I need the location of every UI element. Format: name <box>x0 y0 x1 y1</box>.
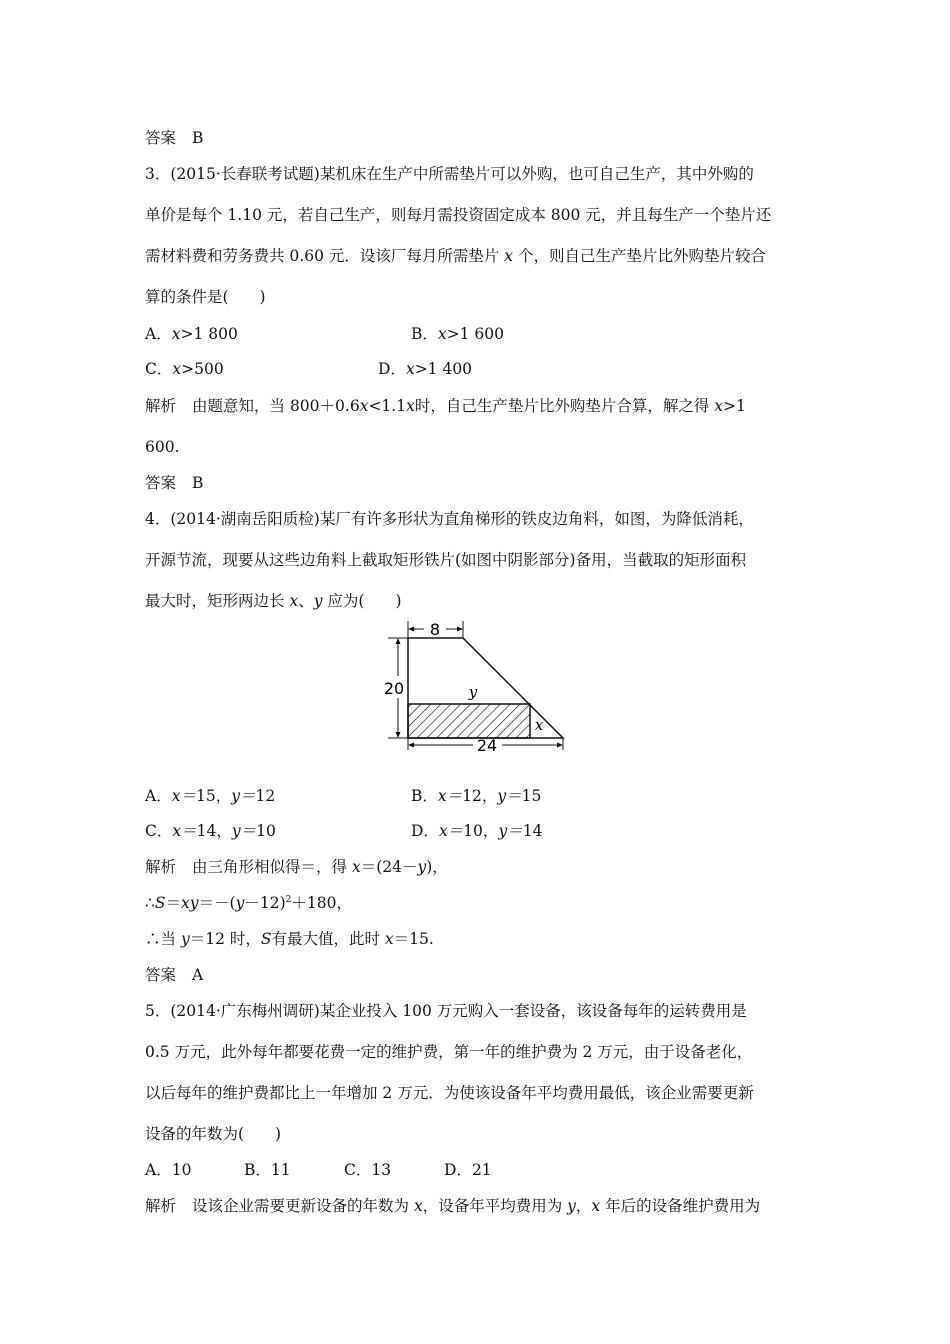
var-x: x <box>172 360 182 378</box>
option-text: >1 800 <box>180 325 238 343</box>
q4-option-a <box>145 786 275 806</box>
label-top: 8 <box>429 620 441 639</box>
option-y: 14 <box>522 822 543 840</box>
q3-answer <box>145 473 203 493</box>
label-left: 20 <box>383 679 405 698</box>
q4-option-d <box>411 821 542 841</box>
q5-analysis <box>145 1196 760 1216</box>
var-x: x <box>406 397 415 415</box>
analysis-text: >1 <box>723 397 746 415</box>
q3-analysis-line-2: 600. <box>145 438 180 456</box>
q3-option-b <box>411 324 504 344</box>
var-y: y <box>180 930 190 948</box>
var-s: S <box>260 930 272 948</box>
var-y: y＝ <box>231 822 257 840</box>
var-x: x <box>171 325 181 343</box>
q3-option-c <box>145 359 224 379</box>
trapezoid-figure <box>380 616 570 752</box>
option-text: 11 <box>270 1161 291 1179</box>
analysis-text: ∴当 <box>145 930 181 948</box>
option-label: B． <box>411 787 438 805</box>
q4-line-1: 4．(2014·湖南岳阳质检)某厂有许多形状为直角梯形的铁皮边角料，如图，为降低消耗， <box>145 510 754 528</box>
option-comma: ， <box>482 822 499 840</box>
q4-line-3-b: 、 <box>298 592 314 610</box>
option-label: C． <box>145 822 173 840</box>
var-y: y＝ <box>498 822 523 840</box>
q3-analysis <box>145 396 746 416</box>
q3-option-a <box>145 324 238 344</box>
var-x: x <box>289 592 299 610</box>
var-y: y＝ <box>497 787 522 805</box>
analysis-text: －12) <box>244 894 286 912</box>
q4-analysis-line-2 <box>145 893 352 913</box>
var-x: x＝ <box>437 787 463 805</box>
option-text: >1 600 <box>446 325 505 343</box>
option-y: 10 <box>256 822 276 840</box>
q4-option-b <box>411 786 541 806</box>
dim-arrow <box>396 732 401 738</box>
answer-label: 答案 <box>145 474 177 492</box>
option-text: 21 <box>471 1161 492 1179</box>
option-text: >500 <box>181 360 224 378</box>
q4-line-3-c: 应为( ) <box>322 592 402 610</box>
q3-option-d <box>378 359 472 379</box>
analysis-text: ＝－( <box>198 894 236 912</box>
option-label: A． <box>145 787 172 805</box>
var-x: x <box>714 397 724 415</box>
option-comma: ， <box>215 787 232 805</box>
option-comma: ， <box>481 787 498 805</box>
dim-arrow <box>408 627 414 632</box>
option-text: >1 400 <box>414 360 473 378</box>
dim-arrow <box>457 627 463 632</box>
q3-line-3-b: 个，则自己生产垫片比外购垫片较合 <box>513 247 766 265</box>
analysis-text: ＝ <box>165 894 182 912</box>
q4-option-c <box>145 821 276 841</box>
var-x: x <box>351 858 361 876</box>
exponent: 2 <box>285 894 292 905</box>
q5-option-c <box>344 1160 391 1180</box>
q4-line-3 <box>145 591 402 611</box>
q5-option-b <box>244 1160 291 1180</box>
var-x: x <box>359 397 369 415</box>
answer-value: B <box>192 474 204 492</box>
option-label: B． <box>411 325 438 343</box>
q3-line-2: 单价是每个 1.10 元，若自己生产，则每月需投资固定成本 800 元，并且每生产一个垫片还 <box>145 206 772 224</box>
q5-line-1: 5．(2014·广东梅州调研)某企业投入 100 万元购入一套设备，该设备每年的运转费用是 <box>145 1002 747 1020</box>
q5-option-a <box>145 1160 191 1180</box>
option-text: 10 <box>171 1161 192 1179</box>
var-x: x <box>413 1197 423 1215</box>
q3-line-4: 算的条件是( ) <box>145 288 266 306</box>
analysis-label: 解析 <box>145 397 177 415</box>
q3-line-1: 3．(2015·长春联考试题)某机床在生产中所需垫片可以外购，也可自己生产，其中外购的 <box>145 165 754 183</box>
q4-line-2: 开源节流，现要从这些边角料上截取矩形铁片(如图中阴影部分)备用，当截取的矩形面积 <box>145 551 747 569</box>
var-y: y＝ <box>231 787 256 805</box>
option-x: 14 <box>196 822 217 840</box>
var-x: x <box>405 360 415 378</box>
q4-answer <box>145 965 203 985</box>
var-x: x <box>504 247 514 265</box>
therefore-symbol: ∴ <box>145 894 155 912</box>
analysis-label: 解析 <box>145 1197 177 1215</box>
option-y: 12 <box>255 787 276 805</box>
label-x: x <box>534 716 544 734</box>
var-x: x <box>384 930 394 948</box>
option-label: A． <box>145 1161 172 1179</box>
option-text: 13 <box>371 1161 392 1179</box>
var-x: x <box>437 325 447 343</box>
option-label: D． <box>411 822 439 840</box>
var-y: y <box>313 592 323 610</box>
analysis-text: )， <box>426 858 448 876</box>
var-y: y <box>235 894 245 912</box>
analysis-text: 设该企业需要更新设备的年数为 <box>192 1197 414 1215</box>
option-x: 12 <box>462 787 482 805</box>
q5-option-d <box>444 1160 492 1180</box>
option-label: B． <box>244 1161 271 1179</box>
q4-analysis-line-3 <box>145 929 434 949</box>
option-label: A． <box>145 325 172 343</box>
option-x: 10 <box>463 822 483 840</box>
label-bottom: 24 <box>476 736 498 752</box>
var-y: y <box>567 1197 576 1215</box>
var-xy: xy <box>181 894 199 912</box>
option-label: D． <box>444 1161 472 1179</box>
var-x: x＝ <box>171 787 196 805</box>
analysis-text: 时，自己生产垫片比外购垫片合算，解之得 <box>414 397 715 415</box>
q5-line-4: 设备的年数为( ) <box>145 1125 282 1143</box>
option-label: C． <box>344 1161 372 1179</box>
option-y: 15 <box>521 787 542 805</box>
q3-line-3 <box>145 246 766 266</box>
analysis-text: ，设备年平均费用为 <box>422 1197 568 1215</box>
var-x: x＝ <box>438 822 464 840</box>
answer-line <box>145 128 203 148</box>
analysis-text: <1.1 <box>368 397 407 415</box>
analysis-text: 由题意知，当 800＋0.6 <box>192 397 360 415</box>
dim-arrow <box>557 743 563 748</box>
dim-arrow <box>408 743 414 748</box>
analysis-text: 有最大值，此时 <box>271 930 385 948</box>
option-label: D． <box>378 360 406 378</box>
q5-line-2: 0.5 万元，此外每年都要花费一定的维护费，第一年的维护费为 2 万元，由于设备老化， <box>145 1043 753 1061</box>
label-y: y <box>468 683 478 701</box>
option-comma: ， <box>216 822 232 840</box>
q5-line-3: 以后每年的维护费都比上一年增加 2 万元．为使该设备年平均费用最低，该企业需要更新 <box>145 1084 754 1102</box>
analysis-text: ＝12 时， <box>189 930 261 948</box>
var-y: y <box>417 858 427 876</box>
dim-arrow <box>396 638 401 644</box>
answer-value: A <box>192 966 204 984</box>
analysis-text: ＝15. <box>393 930 434 948</box>
analysis-text: 由三角形相似得＝，得 <box>192 858 352 876</box>
answer-label: 答案 <box>145 129 177 147</box>
analysis-text: ， <box>575 1197 592 1215</box>
var-x: x＝ <box>172 822 197 840</box>
analysis-text: 年后的设备维护费用为 <box>600 1197 761 1215</box>
var-x: x <box>591 1197 601 1215</box>
analysis-text: ＋180， <box>291 894 352 912</box>
q4-analysis <box>145 857 448 877</box>
answer-label: 答案 <box>145 966 177 984</box>
shaded-rectangle <box>408 704 530 738</box>
analysis-text: ＝(24－ <box>360 858 418 876</box>
var-s: S <box>154 894 166 912</box>
answer-value: B <box>192 129 204 147</box>
option-x: 15 <box>195 787 216 805</box>
option-label: C． <box>145 360 173 378</box>
q3-line-3-a: 需材料费和劳务费共 0.60 元．设该厂每月所需垫片 <box>145 247 505 265</box>
q4-line-3-a: 最大时，矩形两边长 <box>145 592 290 610</box>
analysis-label: 解析 <box>145 858 177 876</box>
